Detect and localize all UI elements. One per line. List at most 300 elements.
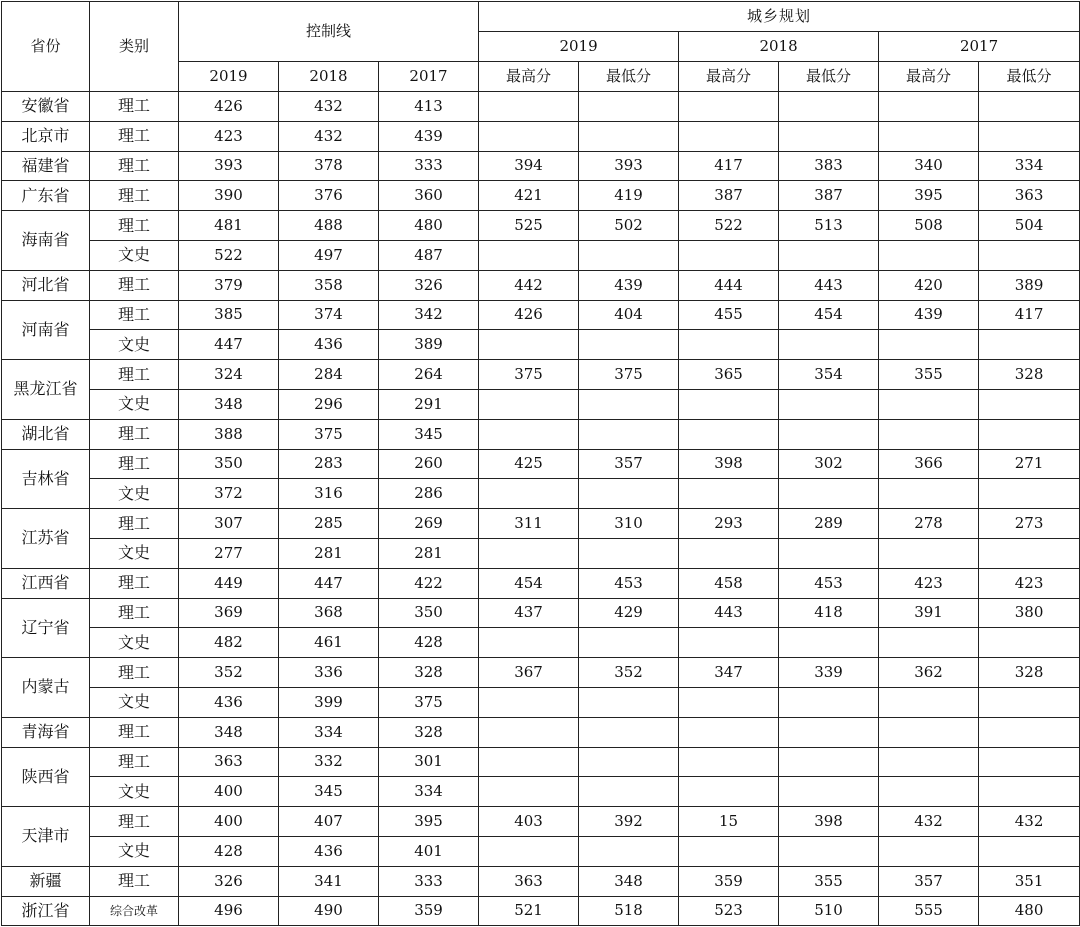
score-cell-u2017max: 423: [879, 568, 979, 598]
score-cell-c2018: 375: [279, 419, 379, 449]
score-cell-u2019max: 403: [479, 807, 579, 837]
category-cell: 理工: [90, 419, 179, 449]
category-cell: 文史: [90, 777, 179, 807]
table-row: [2, 240, 1080, 270]
score-cell-u2018max: [679, 777, 779, 807]
province-cell: 陕西省: [2, 747, 90, 807]
score-cell-u2017max: 355: [879, 360, 979, 390]
score-cell-u2017min: [979, 628, 1080, 658]
score-cell-u2017min: 363: [979, 181, 1080, 211]
score-cell-u2019min: [579, 92, 679, 122]
score-cell-u2019max: [479, 240, 579, 270]
score-cell-c2017: 422: [379, 568, 479, 598]
score-cell-u2019min: [579, 479, 679, 509]
score-cell-u2017max: 432: [879, 807, 979, 837]
score-cell-u2017max: 420: [879, 270, 979, 300]
score-cell-u2019max: 525: [479, 211, 579, 241]
score-cell-c2019: 369: [179, 598, 279, 628]
score-cell-u2017max: [879, 777, 979, 807]
score-cell-u2017min: [979, 538, 1080, 568]
score-cell-u2017min: 389: [979, 270, 1080, 300]
province-cell: 江西省: [2, 568, 90, 598]
category-cell: 理工: [90, 92, 179, 122]
score-cell-u2018max: 347: [679, 658, 779, 688]
score-cell-u2019max: [479, 777, 579, 807]
table-row: [2, 151, 1080, 181]
score-cell-u2018max: [679, 121, 779, 151]
score-cell-u2019min: 310: [579, 509, 679, 539]
score-cell-c2017: 264: [379, 360, 479, 390]
category-cell: 文史: [90, 538, 179, 568]
score-cell-u2019min: [579, 777, 679, 807]
score-cell-u2017min: 328: [979, 360, 1080, 390]
score-cell-c2019: 522: [179, 240, 279, 270]
score-cell-u2018min: [779, 92, 879, 122]
score-cell-u2017min: 432: [979, 807, 1080, 837]
score-cell-u2017min: [979, 121, 1080, 151]
score-cell-u2019min: [579, 687, 679, 717]
category-cell: 文史: [90, 687, 179, 717]
header-control-year-2019: 2019: [179, 62, 279, 92]
score-cell-u2017max: 508: [879, 211, 979, 241]
score-cell-u2019max: 442: [479, 270, 579, 300]
score-cell-c2019: 379: [179, 270, 279, 300]
score-cell-c2018: 334: [279, 717, 379, 747]
table-row: [2, 896, 1080, 926]
score-cell-u2019min: 419: [579, 181, 679, 211]
score-cell-u2019max: 311: [479, 509, 579, 539]
province-cell: 北京市: [2, 121, 90, 151]
table-row: [2, 836, 1080, 866]
score-cell-u2019min: 357: [579, 449, 679, 479]
score-cell-c2019: 447: [179, 330, 279, 360]
score-cell-u2017max: [879, 240, 979, 270]
score-cell-u2019max: [479, 479, 579, 509]
score-cell-u2019max: [479, 419, 579, 449]
score-cell-u2018min: 387: [779, 181, 879, 211]
table-row: [2, 330, 1080, 360]
score-cell-u2019max: [479, 389, 579, 419]
score-cell-u2018max: [679, 240, 779, 270]
score-cell-u2018min: [779, 777, 879, 807]
province-cell: 内蒙古: [2, 658, 90, 718]
score-cell-u2017min: 504: [979, 211, 1080, 241]
score-cell-u2019max: 437: [479, 598, 579, 628]
score-cell-u2018max: [679, 419, 779, 449]
score-cell-u2019max: 521: [479, 896, 579, 926]
score-cell-u2019min: [579, 747, 679, 777]
score-cell-u2019min: 375: [579, 360, 679, 390]
score-cell-u2019max: [479, 687, 579, 717]
category-cell: 理工: [90, 181, 179, 211]
score-cell-u2018max: [679, 747, 779, 777]
score-cell-u2018min: 302: [779, 449, 879, 479]
category-cell: 理工: [90, 270, 179, 300]
score-cell-u2019min: [579, 419, 679, 449]
score-cell-u2017max: [879, 92, 979, 122]
score-cell-u2017max: 357: [879, 866, 979, 896]
header-max-2018: 最高分: [679, 62, 779, 92]
score-cell-u2018max: 293: [679, 509, 779, 539]
score-cell-u2019min: [579, 240, 679, 270]
score-cell-c2019: 436: [179, 687, 279, 717]
header-control-year-2017: 2017: [379, 62, 479, 92]
header-min-2017: 最低分: [979, 62, 1080, 92]
score-cell-u2018min: [779, 479, 879, 509]
province-cell: 新疆: [2, 866, 90, 896]
table-row: [2, 449, 1080, 479]
score-cell-c2018: 432: [279, 121, 379, 151]
score-cell-c2017: 281: [379, 538, 479, 568]
category-cell: 理工: [90, 747, 179, 777]
score-cell-u2019min: 348: [579, 866, 679, 896]
score-cell-u2017min: 328: [979, 658, 1080, 688]
province-cell: 福建省: [2, 151, 90, 181]
score-cell-c2018: 497: [279, 240, 379, 270]
score-cell-c2018: 490: [279, 896, 379, 926]
province-cell: 吉林省: [2, 449, 90, 509]
table-row: [2, 598, 1080, 628]
score-cell-u2017min: [979, 92, 1080, 122]
score-cell-u2017max: 340: [879, 151, 979, 181]
score-cell-c2019: 348: [179, 717, 279, 747]
score-cell-c2018: 284: [279, 360, 379, 390]
score-cell-u2019max: 394: [479, 151, 579, 181]
score-cell-u2018min: [779, 687, 879, 717]
category-cell: 理工: [90, 211, 179, 241]
score-cell-u2018min: [779, 330, 879, 360]
score-cell-u2017max: 278: [879, 509, 979, 539]
score-cell-c2017: 375: [379, 687, 479, 717]
score-cell-u2019max: [479, 628, 579, 658]
score-cell-u2017max: [879, 419, 979, 449]
category-cell: 理工: [90, 449, 179, 479]
score-cell-c2018: 378: [279, 151, 379, 181]
category-cell: 理工: [90, 300, 179, 330]
province-cell: 辽宁省: [2, 598, 90, 658]
score-cell-u2018max: 15: [679, 807, 779, 837]
score-cell-u2018max: [679, 628, 779, 658]
score-cell-c2017: 428: [379, 628, 479, 658]
category-cell: 理工: [90, 568, 179, 598]
province-cell: 安徽省: [2, 92, 90, 122]
score-cell-u2017max: 362: [879, 658, 979, 688]
table-row: [2, 270, 1080, 300]
score-cell-c2018: 374: [279, 300, 379, 330]
score-cell-c2018: 432: [279, 92, 379, 122]
category-cell: 理工: [90, 151, 179, 181]
score-cell-u2019min: [579, 121, 679, 151]
score-cell-c2018: 447: [279, 568, 379, 598]
table-row: [2, 717, 1080, 747]
score-cell-c2019: 388: [179, 419, 279, 449]
table-row: [2, 747, 1080, 777]
score-cell-u2019min: [579, 389, 679, 419]
score-cell-u2017max: [879, 836, 979, 866]
score-cell-c2019: 393: [179, 151, 279, 181]
score-cell-c2019: 449: [179, 568, 279, 598]
table-row: [2, 807, 1080, 837]
table-row: [2, 360, 1080, 390]
category-cell: 理工: [90, 598, 179, 628]
score-cell-c2018: 399: [279, 687, 379, 717]
score-cell-u2019max: [479, 330, 579, 360]
score-cell-u2019min: [579, 628, 679, 658]
score-cell-u2018min: 443: [779, 270, 879, 300]
score-cell-u2017min: [979, 330, 1080, 360]
score-cell-u2017min: [979, 419, 1080, 449]
header-min-2019: 最低分: [579, 62, 679, 92]
score-cell-u2018min: [779, 717, 879, 747]
table-row: [2, 687, 1080, 717]
province-cell: 广东省: [2, 181, 90, 211]
score-cell-c2019: 481: [179, 211, 279, 241]
category-cell: 理工: [90, 360, 179, 390]
table-row: [2, 777, 1080, 807]
score-cell-u2019min: 502: [579, 211, 679, 241]
province-cell: 天津市: [2, 807, 90, 867]
score-cell-u2018min: 383: [779, 151, 879, 181]
score-cell-c2018: 283: [279, 449, 379, 479]
category-cell: 文史: [90, 330, 179, 360]
header-province: 省份: [2, 2, 90, 92]
header-min-2018: 最低分: [779, 62, 879, 92]
score-cell-u2018max: 444: [679, 270, 779, 300]
admission-scores-table: [1, 1, 1080, 926]
category-cell: 理工: [90, 509, 179, 539]
score-cell-u2017min: [979, 747, 1080, 777]
score-cell-c2018: 341: [279, 866, 379, 896]
province-cell: 河北省: [2, 270, 90, 300]
score-cell-c2017: 334: [379, 777, 479, 807]
score-cell-c2017: 345: [379, 419, 479, 449]
score-cell-u2017min: [979, 777, 1080, 807]
category-cell: 理工: [90, 807, 179, 837]
score-cell-c2017: 301: [379, 747, 479, 777]
score-cell-c2017: 395: [379, 807, 479, 837]
score-cell-c2018: 345: [279, 777, 379, 807]
score-cell-u2019max: [479, 717, 579, 747]
score-cell-u2017max: 439: [879, 300, 979, 330]
score-cell-u2018max: [679, 389, 779, 419]
score-cell-c2017: 389: [379, 330, 479, 360]
score-cell-c2019: 307: [179, 509, 279, 539]
score-cell-u2018min: [779, 836, 879, 866]
score-cell-u2017min: [979, 389, 1080, 419]
score-cell-u2018min: [779, 240, 879, 270]
score-cell-c2019: 372: [179, 479, 279, 509]
score-cell-u2018min: [779, 389, 879, 419]
score-cell-c2017: 350: [379, 598, 479, 628]
score-cell-u2018max: [679, 687, 779, 717]
province-cell: 河南省: [2, 300, 90, 360]
score-cell-u2019max: [479, 92, 579, 122]
table-row: [2, 866, 1080, 896]
province-cell: 湖北省: [2, 419, 90, 449]
score-cell-u2017min: [979, 240, 1080, 270]
score-cell-c2019: 348: [179, 389, 279, 419]
score-cell-c2019: 428: [179, 836, 279, 866]
score-cell-c2019: 326: [179, 866, 279, 896]
score-cell-c2017: 401: [379, 836, 479, 866]
score-cell-u2019max: [479, 538, 579, 568]
score-cell-u2017max: [879, 717, 979, 747]
score-cell-u2018min: 398: [779, 807, 879, 837]
table-row: [2, 538, 1080, 568]
score-cell-c2017: 333: [379, 866, 479, 896]
score-cell-u2019max: 426: [479, 300, 579, 330]
score-cell-c2019: 423: [179, 121, 279, 151]
score-cell-u2018min: 289: [779, 509, 879, 539]
score-cell-u2018min: 355: [779, 866, 879, 896]
score-cell-u2018max: 359: [679, 866, 779, 896]
score-cell-u2017min: [979, 479, 1080, 509]
score-cell-c2018: 332: [279, 747, 379, 777]
score-cell-c2018: 368: [279, 598, 379, 628]
score-cell-c2017: 269: [379, 509, 479, 539]
score-cell-u2018min: [779, 538, 879, 568]
score-cell-u2018max: [679, 92, 779, 122]
province-cell: 江苏省: [2, 509, 90, 569]
score-cell-u2018min: [779, 747, 879, 777]
score-cell-u2019max: 454: [479, 568, 579, 598]
score-cell-c2017: 439: [379, 121, 479, 151]
score-cell-c2017: 328: [379, 717, 479, 747]
score-cell-u2018max: [679, 538, 779, 568]
table-row: [2, 211, 1080, 241]
score-cell-u2017max: [879, 121, 979, 151]
score-cell-u2018min: 354: [779, 360, 879, 390]
header-planning-year-2019: 2019: [479, 32, 679, 62]
category-cell: 文史: [90, 389, 179, 419]
score-cell-c2019: 496: [179, 896, 279, 926]
score-cell-u2018max: [679, 479, 779, 509]
score-cell-u2017min: 351: [979, 866, 1080, 896]
score-cell-c2019: 482: [179, 628, 279, 658]
score-cell-u2018min: 513: [779, 211, 879, 241]
score-cell-u2017min: 380: [979, 598, 1080, 628]
header-control-line: 控制线: [179, 2, 479, 62]
score-cell-u2018max: 523: [679, 896, 779, 926]
score-cell-c2018: 296: [279, 389, 379, 419]
score-cell-u2019min: 404: [579, 300, 679, 330]
table-body: [2, 92, 1080, 926]
score-cell-u2017max: [879, 479, 979, 509]
score-cell-u2017max: [879, 687, 979, 717]
header-planning-year-2017: 2017: [879, 32, 1080, 62]
score-cell-u2019min: 352: [579, 658, 679, 688]
score-cell-u2018max: [679, 717, 779, 747]
score-cell-c2019: 277: [179, 538, 279, 568]
score-cell-c2017: 359: [379, 896, 479, 926]
score-cell-u2017max: [879, 538, 979, 568]
score-cell-u2019max: 367: [479, 658, 579, 688]
category-cell: 文史: [90, 836, 179, 866]
score-cell-u2019min: 392: [579, 807, 679, 837]
table-row: [2, 300, 1080, 330]
score-cell-c2019: 350: [179, 449, 279, 479]
score-cell-u2018min: 339: [779, 658, 879, 688]
score-cell-u2017max: [879, 389, 979, 419]
score-cell-u2019min: [579, 330, 679, 360]
score-cell-c2019: 400: [179, 777, 279, 807]
score-cell-u2019min: 429: [579, 598, 679, 628]
category-cell: 文史: [90, 479, 179, 509]
header-planning-year-2018: 2018: [679, 32, 879, 62]
header-urban-planning: 城乡规划: [479, 2, 1080, 32]
score-cell-u2018max: 365: [679, 360, 779, 390]
score-cell-c2019: 363: [179, 747, 279, 777]
score-cell-c2018: 316: [279, 479, 379, 509]
score-cell-u2017min: 271: [979, 449, 1080, 479]
score-cell-u2018max: [679, 836, 779, 866]
score-cell-c2017: 480: [379, 211, 479, 241]
score-cell-u2018max: 455: [679, 300, 779, 330]
table-row: [2, 121, 1080, 151]
table-row: [2, 419, 1080, 449]
score-cell-c2017: 360: [379, 181, 479, 211]
score-cell-c2018: 376: [279, 181, 379, 211]
score-cell-c2019: 390: [179, 181, 279, 211]
score-cell-u2018max: 387: [679, 181, 779, 211]
table-row: [2, 509, 1080, 539]
province-cell: 黑龙江省: [2, 360, 90, 420]
score-cell-u2019max: 425: [479, 449, 579, 479]
score-cell-c2018: 461: [279, 628, 379, 658]
score-cell-u2019max: [479, 836, 579, 866]
score-cell-c2018: 436: [279, 330, 379, 360]
score-cell-u2017min: [979, 717, 1080, 747]
table-row: [2, 181, 1080, 211]
score-cell-u2019max: 375: [479, 360, 579, 390]
category-cell: 理工: [90, 658, 179, 688]
table-row: [2, 389, 1080, 419]
score-cell-u2017max: 555: [879, 896, 979, 926]
score-cell-u2017max: [879, 628, 979, 658]
score-cell-c2018: 281: [279, 538, 379, 568]
score-cell-u2017min: [979, 836, 1080, 866]
header-control-year-2018: 2018: [279, 62, 379, 92]
score-cell-u2017min: 480: [979, 896, 1080, 926]
score-cell-u2018min: [779, 419, 879, 449]
score-cell-u2018min: 418: [779, 598, 879, 628]
score-cell-u2018max: 522: [679, 211, 779, 241]
table-row: [2, 658, 1080, 688]
header-max-2019: 最高分: [479, 62, 579, 92]
score-cell-u2019min: 518: [579, 896, 679, 926]
score-cell-c2018: 436: [279, 836, 379, 866]
province-cell: 海南省: [2, 211, 90, 271]
province-cell: 浙江省: [2, 896, 90, 926]
score-cell-u2017min: 273: [979, 509, 1080, 539]
score-cell-c2017: 487: [379, 240, 479, 270]
table-row: [2, 92, 1080, 122]
score-cell-c2019: 352: [179, 658, 279, 688]
score-cell-u2019max: 363: [479, 866, 579, 896]
score-cell-u2019min: 393: [579, 151, 679, 181]
score-cell-u2017max: 395: [879, 181, 979, 211]
score-cell-u2017min: 417: [979, 300, 1080, 330]
score-cell-u2019min: [579, 717, 679, 747]
category-cell: 理工: [90, 717, 179, 747]
score-cell-u2018max: 458: [679, 568, 779, 598]
header-max-2017: 最高分: [879, 62, 979, 92]
score-cell-u2019max: [479, 747, 579, 777]
score-cell-c2019: 426: [179, 92, 279, 122]
score-cell-u2017min: 423: [979, 568, 1080, 598]
score-cell-u2018min: [779, 628, 879, 658]
table-row: [2, 568, 1080, 598]
